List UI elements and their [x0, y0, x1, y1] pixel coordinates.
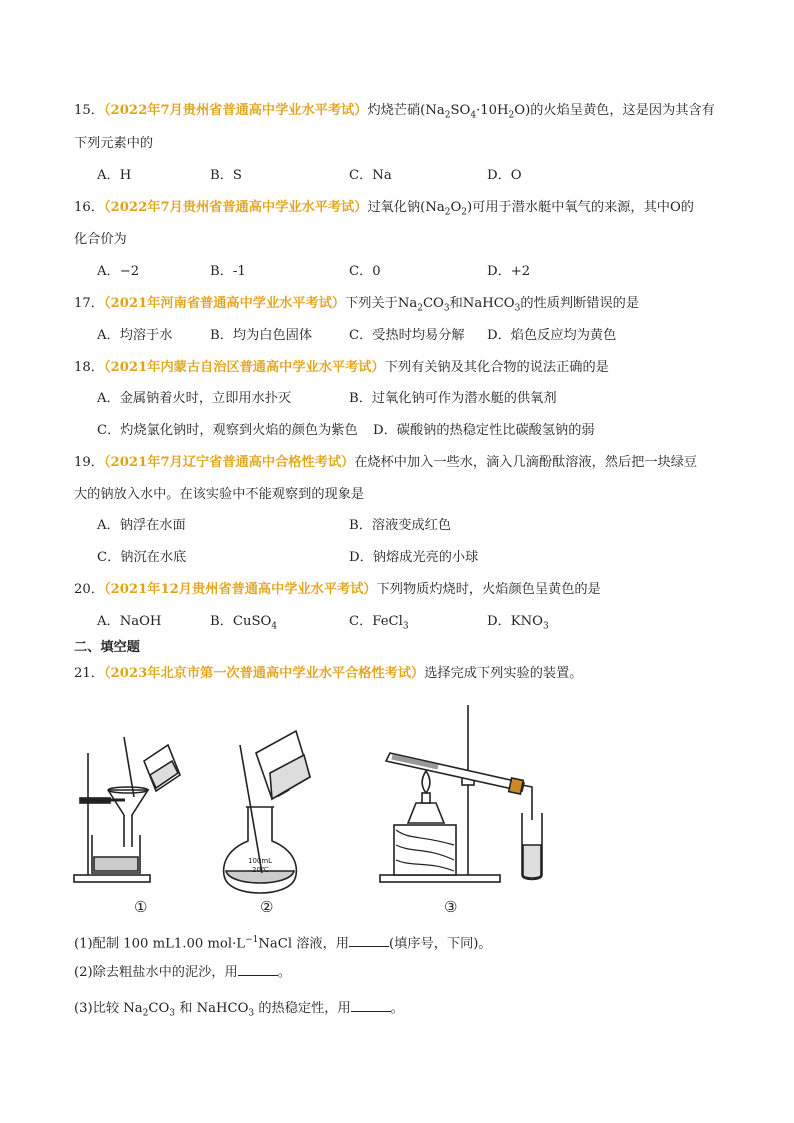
- answer-blank-3[interactable]: [351, 998, 391, 1012]
- question-17-option-a: A．均溶于水: [97, 328, 173, 343]
- question-15-source: （2022年7月贵州省普通高中学业水平考试）: [103, 103, 368, 118]
- question-18-option-c: C．灼烧氯化钠时，观察到火焰的颜色为紫色: [97, 423, 358, 438]
- sub-question-3: (3)比较 $Na_2CO_3$ 和 NaHCO$_3$ 的热稳定性，用 。: [74, 998, 404, 1024]
- question-20-option-a: A．NaOH: [97, 614, 162, 629]
- question-15-stem: 15．（2022年7月贵州省普通高中学业水平考试）灼烧芒硝$(Na_2SO_4\cdot 10H_2O)$的火焰呈黄色，这是因为其含有: [74, 103, 715, 121]
- figure-label-2: ②: [260, 898, 274, 916]
- question-20-option-d: D．$KNO_3$: [487, 614, 549, 632]
- question-17-source: （2021年河南省普通高中学业水平考试）: [103, 296, 346, 311]
- question-16-option-c: C．0: [349, 264, 381, 279]
- question-15-option-b: B．S: [210, 168, 242, 183]
- sub-question-1: (1)配制 100 mL1.00 $mol\cdot L^{-1}NaCl$ 溶液，用 (填序号，下同)。: [74, 935, 492, 952]
- question-19-option-d: D．钠熔成光亮的小球: [349, 550, 479, 565]
- question-21-source: （2023年北京市第一次普通高中学业水平合格性考试）: [103, 666, 425, 681]
- section-title: 二、填空题: [74, 640, 140, 655]
- heating-apparatus: [380, 705, 542, 882]
- figure-label-1: ①: [134, 898, 148, 916]
- sub-question-2: (2)除去粗盐水中的泥沙，用 。: [74, 962, 291, 983]
- question-16-option-b: B．-1: [210, 264, 246, 279]
- question-19-stem: 19．（2021年7月辽宁省普通高中合格性考试）在烧杯中加入一些水，滴入几滴酚酞溶液，然后把一块绿豆: [74, 455, 698, 470]
- question-16-stem: 16．（2022年7月贵州省普通高中学业水平考试）过氧化钠$(Na_2O_2)$可用于潜水艇中氧气的来源，其中O的: [74, 200, 694, 218]
- question-18-stem: 18．（2021年内蒙古自治区普通高中学业水平考试）下列有关钠及其化合物的说法正确的是: [74, 360, 609, 375]
- question-15-option-d: D．O: [487, 168, 522, 183]
- figure-label-3: ③: [444, 898, 458, 916]
- filtration-apparatus: [74, 737, 180, 882]
- question-20-source: （2021年12月贵州省普通高中学业水平考试）: [103, 582, 377, 597]
- question-18-option-b: B．过氧化钠可作为潜水艇的供氧剂: [349, 391, 557, 406]
- question-16-option-d: D．+2: [487, 264, 531, 279]
- answer-blank-1[interactable]: [349, 933, 389, 947]
- apparatus-figure: [60, 695, 560, 920]
- question-19-stem-cont: 大的钠放入水中。在该实验中不能观察到的现象是: [74, 487, 365, 502]
- apparatus-drawing: [60, 695, 560, 920]
- question-17-option-b: B．均为白色固体: [210, 328, 313, 343]
- question-21-stem: 21．（2023年北京市第一次普通高中学业水平合格性考试）选择完成下列实验的装置。: [74, 666, 583, 681]
- question-19-option-c: C．钠沉在水底: [97, 550, 187, 565]
- question-16-option-a: A．−2: [97, 264, 140, 279]
- question-15-option-a: A．H: [97, 168, 132, 183]
- question-18-option-d: D．碳酸钠的热稳定性比碳酸氢钠的弱: [373, 423, 595, 438]
- question-19-option-a: A．钠浮在水面: [97, 518, 186, 533]
- question-16-source: （2022年7月贵州省普通高中学业水平考试）: [103, 200, 368, 215]
- question-20-option-c: C．FeCl$_3$: [349, 614, 409, 632]
- question-20-option-b: B．CuSO$_4$: [210, 614, 278, 632]
- answer-blank-2[interactable]: [238, 962, 278, 976]
- flask-temperature-label: 20℃: [252, 866, 269, 874]
- question-19-source: （2021年7月辽宁省普通高中合格性考试）: [103, 455, 355, 470]
- question-19-option-b: B．溶液变成红色: [349, 518, 452, 533]
- question-15-option-c: C．Na: [349, 168, 392, 183]
- question-20-stem: 20．（2021年12月贵州省普通高中学业水平考试）下列物质灼烧时，火焰颜色呈黄色的是: [74, 582, 601, 597]
- question-15-stem-cont: 下列元素中的: [74, 136, 154, 151]
- question-17-stem: 17．（2021年河南省普通高中学业水平考试）下列关于$Na_2CO_3$和NaHCO$_3$的性质判断错误的是: [74, 296, 640, 314]
- question-18-source: （2021年内蒙古自治区普通高中学业水平考试）: [103, 360, 385, 375]
- question-16-stem-cont: 化合价为: [74, 232, 127, 247]
- question-17-option-c: C．受热时均易分解: [349, 328, 465, 343]
- question-17-option-d: D．焰色反应均为黄色: [487, 328, 617, 343]
- question-18-option-a: A．金属钠着火时，立即用水扑灭: [97, 391, 292, 406]
- flask-capacity-label: 100mL: [248, 857, 273, 865]
